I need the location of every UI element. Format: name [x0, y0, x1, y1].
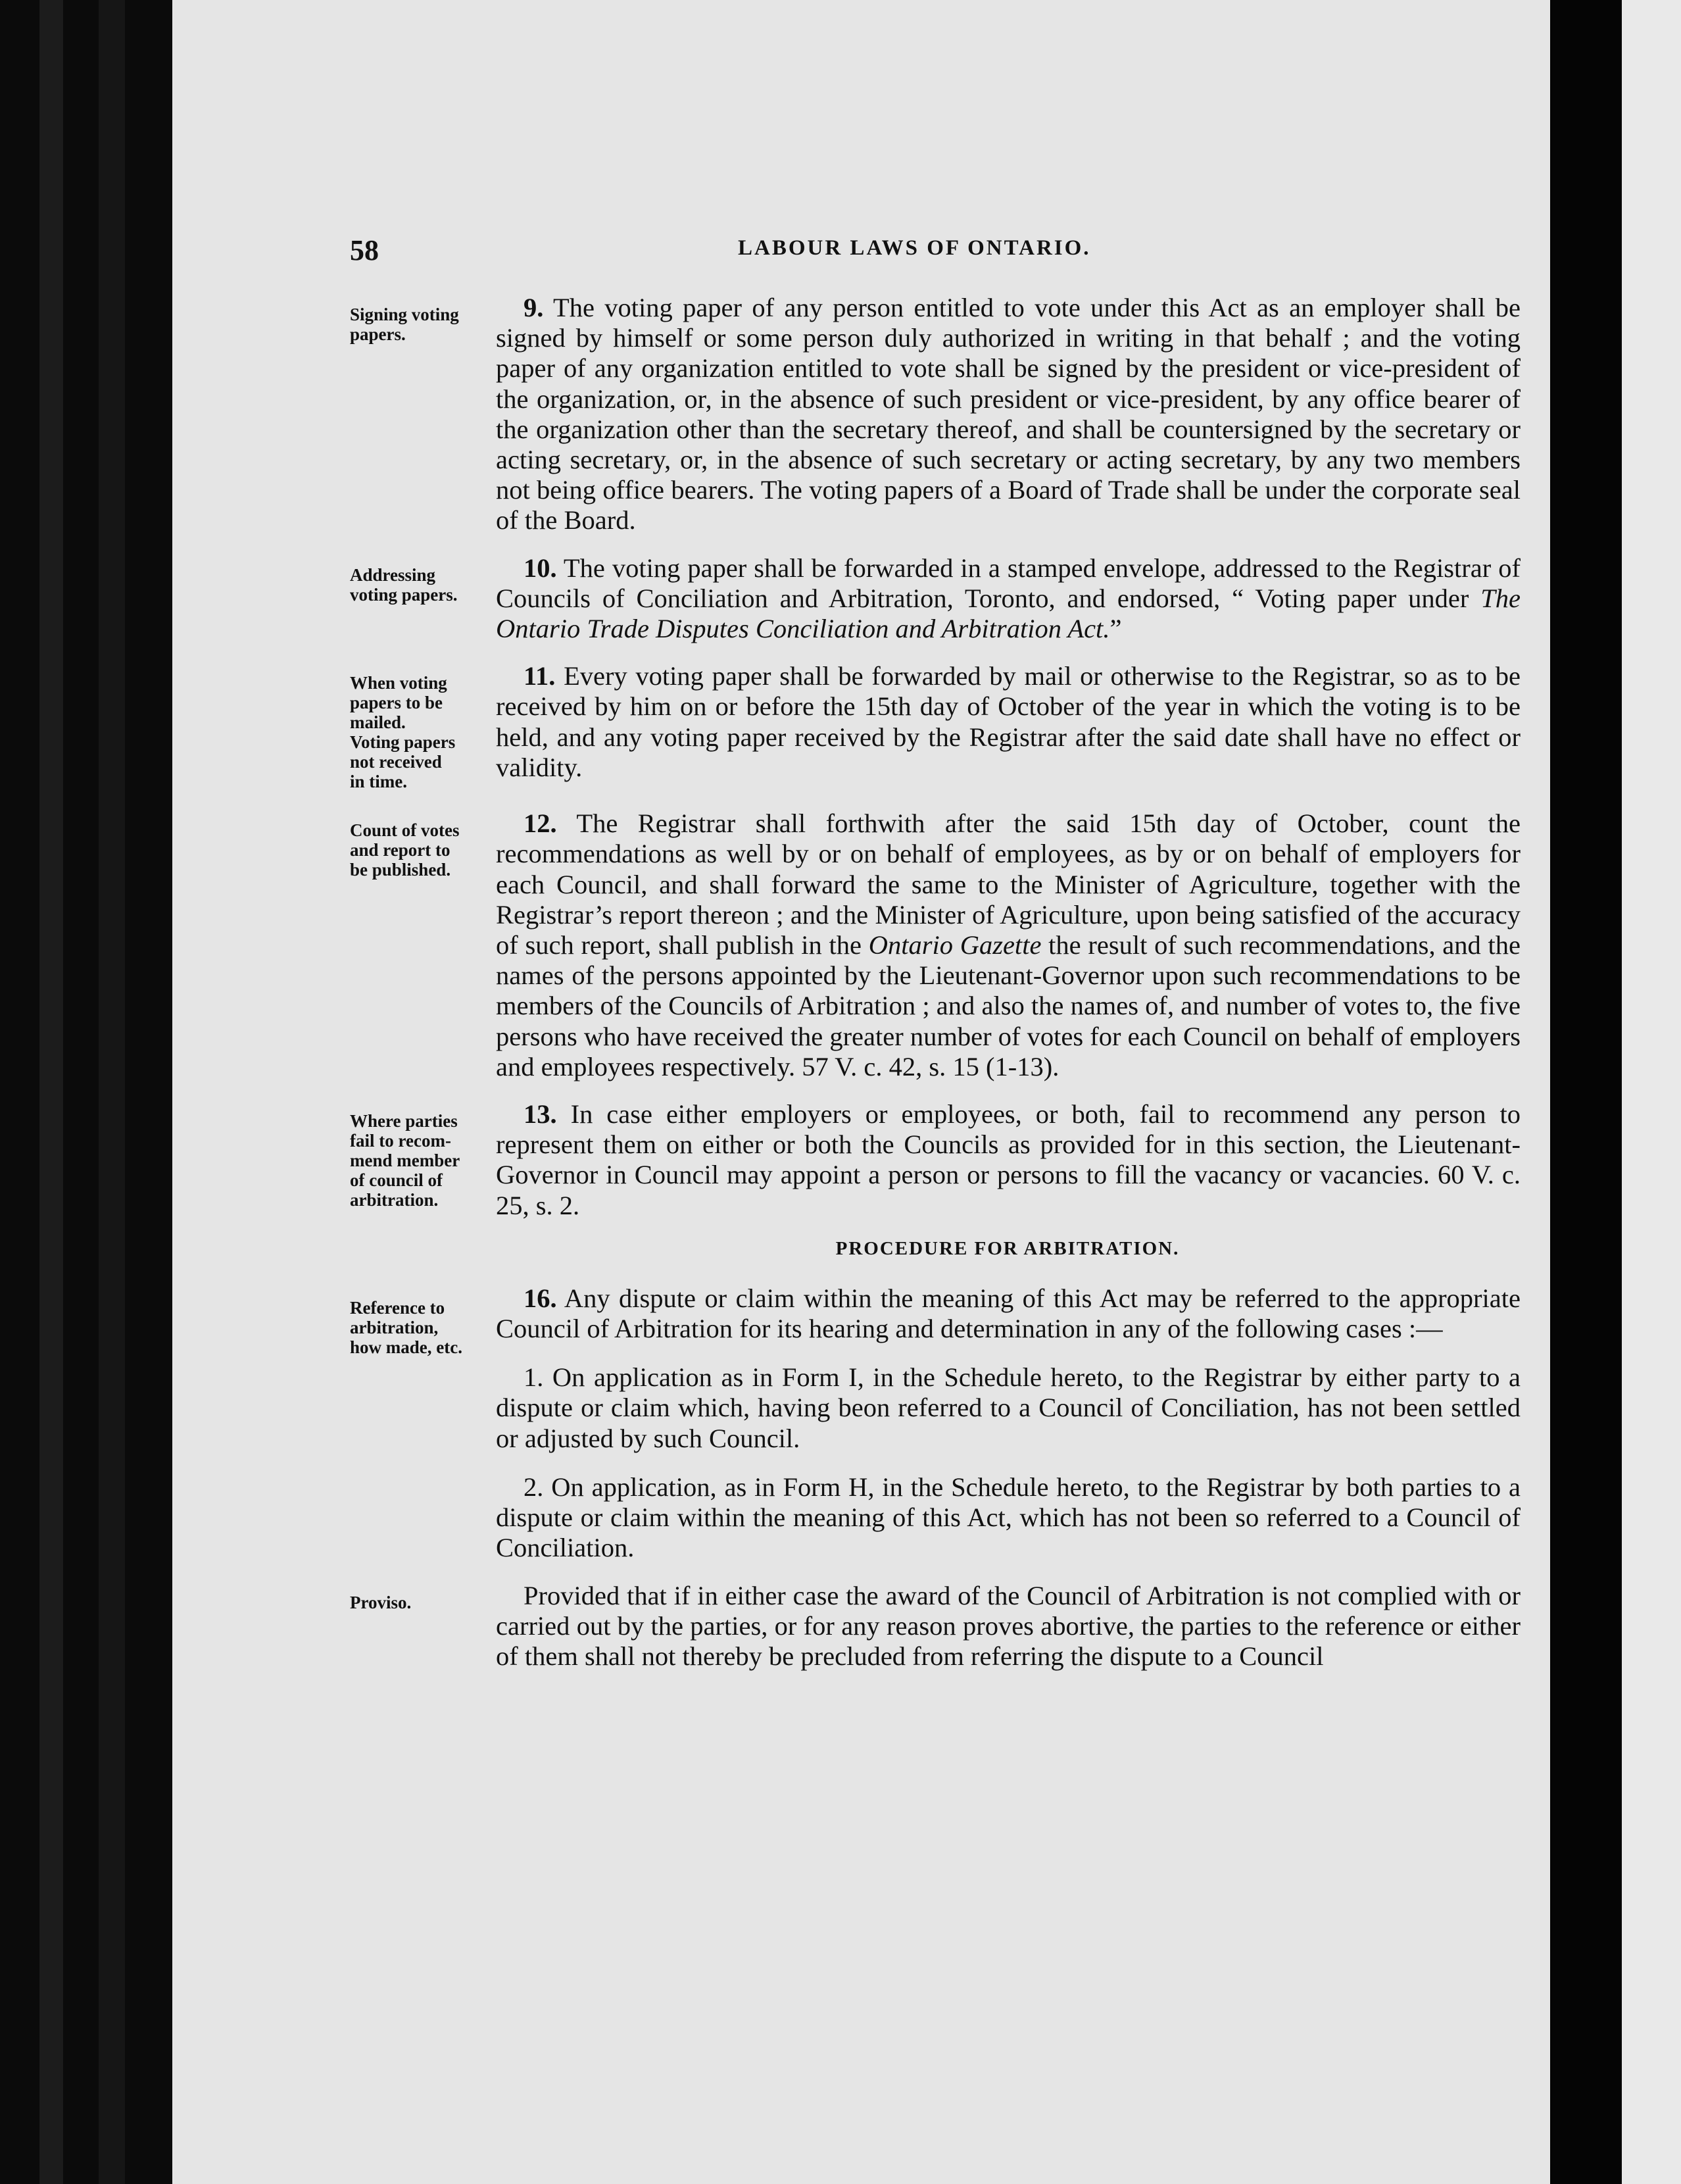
scan-border-left-inner	[99, 0, 125, 2184]
margin-note: When voting papers to be mailed. Voting papers not received in time.	[350, 673, 456, 792]
page-content	[350, 293, 1521, 1689]
proviso	[350, 1581, 1521, 1672]
page-header	[350, 234, 1491, 273]
case-1: 1. On application as in Form I, in the Schedule hereto, to the Registrar by either party to a dispute or claim which, having beon referred to a Council of Conciliation, has not been settled or adjusted by such Council.	[496, 1362, 1521, 1453]
margin-note: Count of votes and report to be published.	[350, 820, 460, 880]
section-text: 12. The Registrar shall forthwith after the said 15th day of October, count the recommendations as well by or on behalf of employees, as by or on behalf of employers for each Council, and shall forward the same to the Minister of Agriculture, together with the Registrar’s report thereon ; and the Minister of Agriculture, upon being satisfied of the accuracy of such report, shall publish in the Ontario Gazette the result of such recommendations, and the names of the persons appointed by the Lieutenant-Governor upon such recommendations to be members of the Councils of Arbitration ; and also the names of, and number of votes to, the five persons who have received the greater number of votes for each Council on behalf of employers and employees respectively. 57 V. c. 42, s. 15 (1-13).	[496, 808, 1521, 1081]
section-text: 9. The voting paper of any person entitled to vote under this Act as an employer shall be signed by himself or some person duly authorized in writing in that behalf ; and the voting paper of any organization entitled to vote shall be signed by the president or vice-president of the organization, or, in the absence of such president or vice-president, by any office bearer of the organization other than the secretary thereof, and shall be countersigned by the secretary or acting secretary, or, in the absence of such secretary or acting secretary, by any two members not being office bearers. The voting papers of a Board of Trade shall be under the corporate seal of the Board.	[496, 293, 1521, 535]
section-heading: PROCEDURE FOR ARBITRATION.	[835, 1237, 1180, 1259]
section-text: 16. Any dispute or claim within the meaning of this Act may be referred to the appropriate Council of Arbitration for its hearing and determination in any of the following cases :— 1. On application as in Form I, in the Schedule hereto, to the Registrar by either party to a dispute or claim which, having beon referred to a Council of Conciliation, has not been settled or adjusted by such Council. 2. On application, as in Form H, in the Schedule hereto, to the Registrar by both parties to a dispute or claim within the meaning of this Act, which has not been so referred to a Council of Conciliation.	[496, 1283, 1521, 1563]
running-head: LABOUR LAWS OF ONTARIO.	[738, 236, 1091, 260]
act-title: The Ontario Trade Disputes Conciliation and Arbitration Act.	[496, 583, 1521, 644]
case-2: 2. On application, as in Form H, in the Schedule hereto, to the Registrar by both parties to a dispute or claim within the meaning of this Act, which has not been so referred to a Council of Conciliation.	[496, 1472, 1521, 1563]
section-text: 10. The voting paper shall be forwarded in a stamped envelope, addressed to the Registrar of Councils of Conciliation and Arbitration, Toronto, and endorsed, “ Voting paper under The Ontario Trade Disputes Conciliation and Arbitration Act.”	[496, 553, 1521, 644]
margin-note: Addressing voting papers.	[350, 564, 458, 605]
next-page-edge	[1622, 0, 1681, 2184]
section-11	[350, 661, 1521, 791]
proviso-text: Provided that if in either case the award of the Council of Arbitration is not complied with or carried out by the parties, or for any reason proves abortive, the parties to the reference or either of them shall not thereby be precluded from referring the dispute to a Council	[496, 1580, 1521, 1671]
section-16	[350, 1283, 1521, 1564]
section-text: 11. Every voting paper shall be forwarded by mail or otherwise to the Registrar, so as to be received by him on or before the 15th day of October of the year in which the voting is to be held, and any voting paper received by the Registrar after the said date shall have no effect or validity.	[496, 661, 1521, 782]
section-text: 13. In case either employers or employees, or both, fail to recommend any person to represent them on either or both the Councils as provided for in this section, the Lieutenant-Governor in Council may appoint a person or persons to fill the vacancy or vacancies. 60 V. c. 25, s. 2.	[496, 1099, 1521, 1220]
margin-note: Signing voting papers.	[350, 305, 459, 344]
margin-note: Proviso.	[350, 1592, 412, 1612]
book-page	[172, 0, 1550, 2184]
section-13	[350, 1099, 1521, 1221]
margin-note: Where parties fail to recom- mend member of council of arbitration.	[350, 1111, 460, 1210]
section-9	[350, 293, 1521, 536]
section-10	[350, 553, 1521, 645]
scan-border-left	[39, 0, 63, 2184]
margin-note: Reference to arbitration, how made, etc.	[350, 1297, 462, 1357]
section-12	[350, 808, 1521, 1082]
gazette-title: Ontario Gazette	[868, 930, 1042, 960]
page-number: 58	[350, 234, 379, 266]
